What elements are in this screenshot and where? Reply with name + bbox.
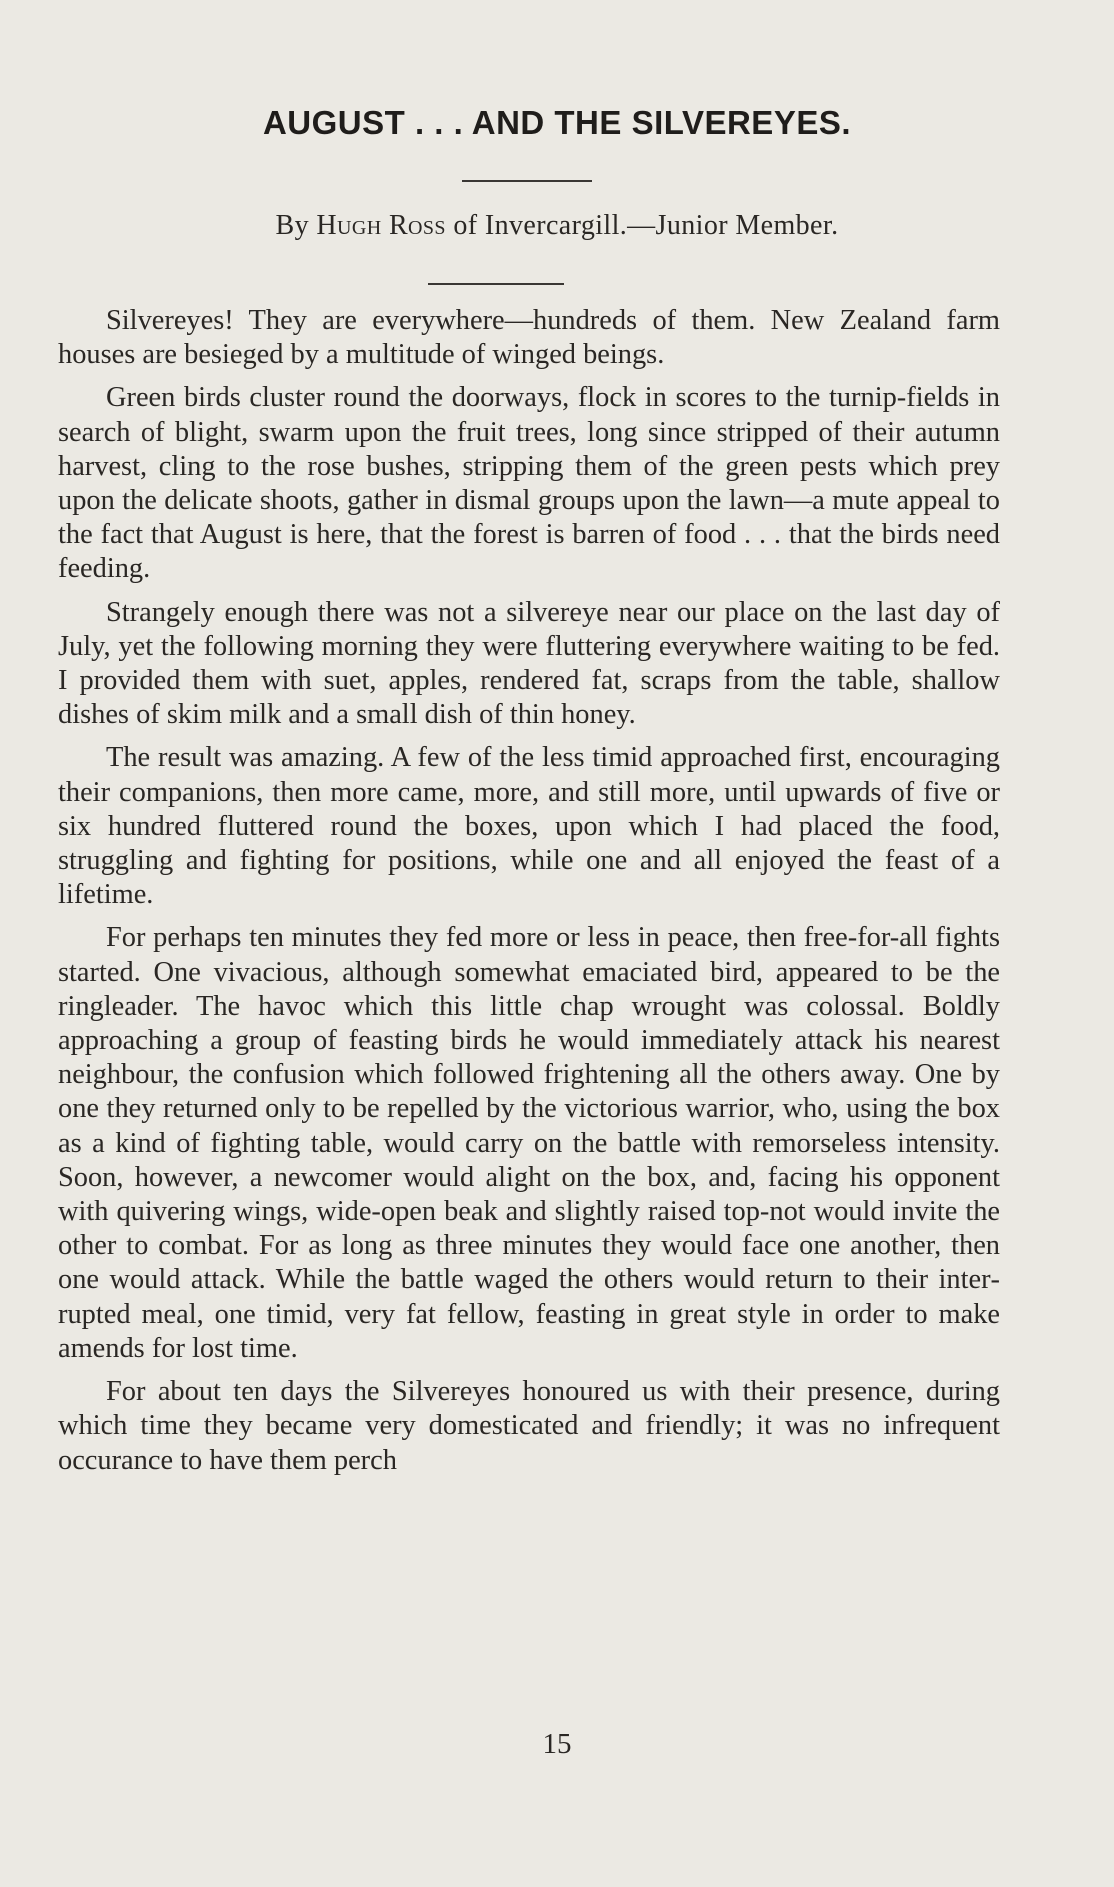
article-title: AUGUST . . . AND THE SILVEREYES. — [262, 104, 852, 141]
paragraph: For about ten days the Silvereyes honoured us with their presence, during which time they became very domesticated and friendly; it was no infrequent occurance to have them perch — [58, 1376, 1000, 1476]
byline-divider — [428, 283, 564, 285]
article-body — [58, 304, 1000, 1487]
paragraph: Green birds cluster round the doorways, flock in scores to the turnip-fields in search of blight, swarm upon the fruit trees, long since stripped of their autumn harvest, cling to the rose bushes, stripping them of the green pests which prey upon the delicate shoots, gather in dismal groups upon the lawn—a mute appeal to the fact that August is here, that the forest is barren of food . . . that the birds need feeding. — [58, 382, 1000, 585]
page-number: 15 — [542, 1728, 572, 1760]
article-byline — [0, 210, 1114, 242]
title-divider — [462, 180, 592, 182]
paragraph: Strangely enough there was not a silvereye near our place on the last day of July, yet the following morning they were fluttering everywhere waiting to be fed. I provided them with suet, apples, rendered fat, scraps from the table, shallow dishes of skim milk and a small dish of thin honey. — [58, 596, 1000, 731]
paragraph: The result was amazing. A few of the less timid approached first, encouraging their companions, then more came, more, and still more, until upwards of five or six hundred fluttered round the boxes, upon which I had placed the food, struggling and fighting for positions, while one and all enjoyed the feast of a lifetime. — [58, 742, 1000, 911]
paragraph: For perhaps ten minutes they fed more or less in peace, then free-for-all fights started. One vivacious, although somewhat emaciated bird, appeared to be the ringleader. The havoc which this little chap wrought was colossal. Boldly approaching a group of feasting birds he would immediately attack his nearest neighbour, the confusion which followed frightening all the others away. One by one they returned only to be repelled by the victorious warrior, who, using the box as a kind of fighting table, would carry on the battle with remorseless intensity. Soon, however, a newcomer would alight on the box, and, facing his opponent with quivering wings, wide-open beak and slightly raised top-not would invite the other to combat. For as long as three minutes they would face one another, then one would attack. While the battle waged the others would return to their interrupted meal, one timid, very fat fellow, feasting in great style in order to make amends for lost time. — [58, 922, 1000, 1364]
byline-prefix: By — [275, 210, 309, 241]
paragraph: Silvereyes! They are everywhere—hundreds of them. New Zealand farm houses are besieged by a multitude of winged beings. — [58, 305, 1000, 371]
byline-suffix: of Invercargill.—Junior Member. — [453, 210, 839, 241]
byline-author: Hugh Ross — [316, 210, 446, 241]
